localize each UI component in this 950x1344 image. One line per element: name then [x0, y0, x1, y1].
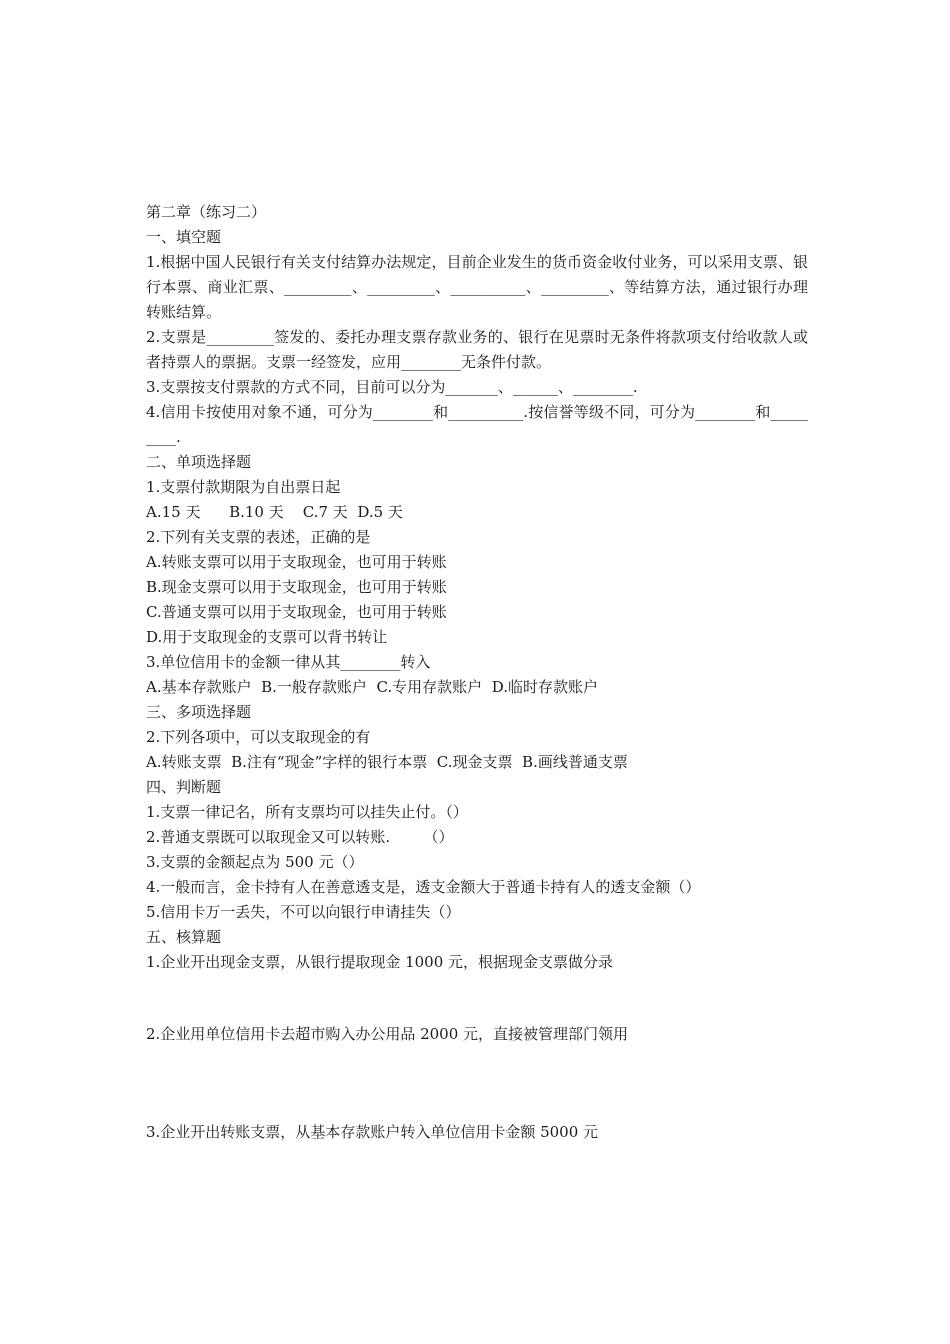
multi-question-line: A.转账支票 B.注有“现金”字样的银行本票 C.现金支票 B.画线普通支票 [146, 753, 628, 771]
judge-question-line: 2.普通支票既可以取现金又可以转账. （） [146, 828, 454, 846]
single-question-line: A.转账支票可以用于支取现金，也可用于转账 [146, 553, 447, 571]
judge-question-line: 3.支票的金额起点为 500 元（） [146, 853, 364, 871]
single-question-line: D.用于支取现金的支票可以背书转让 [146, 628, 388, 646]
single-question-line: 2.下列有关支票的表述，正确的是 [146, 528, 371, 546]
single-question-line: A.基本存款账户 B.一般存款账户 C.专用存款账户 D.临时存款账户 [146, 678, 598, 696]
section-heading-fill: 一、填空题 [146, 228, 222, 246]
section-heading-single: 二、单项选择题 [146, 453, 252, 471]
chapter-title: 第二章（练习二） [146, 203, 267, 221]
single-question-line: C.普通支票可以用于支取现金，也可用于转账 [146, 603, 447, 621]
single-question-line: 1.支票付款期限为自出票日起 [146, 478, 341, 496]
single-question-line: B.现金支票可以用于支取现金，也可用于转账 [146, 578, 447, 596]
single-question-line: 3.单位信用卡的金额一律从其________转入 [146, 653, 431, 671]
document-page [146, 200, 808, 1145]
answer-space [146, 1047, 808, 1120]
calc-question-3: 3.企业开出转账支票，从基本存款账户转入单位信用卡金额 5000 元 [146, 1123, 599, 1141]
judge-question-line: 5.信用卡万一丢失，不可以向银行申请挂失（） [146, 903, 461, 921]
section-heading-calc: 五、核算题 [146, 928, 222, 946]
fill-question-2: 2.支票是_________签发的、委托办理支票存款业务的、银行在见票时无条件将款项支付给收款人或者持票人的票据。支票一经签发，应用________无条件付款。 [146, 328, 808, 371]
multi-question-line: 2.下列各项中，可以支取现金的有 [146, 728, 371, 746]
fill-question-1: 1.根据中国人民银行有关支付结算办法规定，目前企业发生的货币资金收付业务，可以采用支票、银行本票、商业汇票、_________、_________、__________、_________、等结算方法，通过银行办理转账结算。 [146, 253, 808, 321]
fill-question-4: 4.信用卡按使用对象不通，可分为________和__________.按信誉等级不同，可分为________和_________. [146, 403, 808, 446]
judge-question-line: 1.支票一律记名，所有支票均可以挂失止付。（） [146, 803, 468, 821]
fill-question-3: 3.支票按支付票款的方式不同，目前可以分为_______、______、________. [146, 378, 638, 396]
section-heading-multi: 三、多项选择题 [146, 703, 252, 721]
calc-question-2: 2.企业用单位信用卡去超市购入办公用品 2000 元，直接被管理部门领用 [146, 1025, 629, 1043]
section-heading-judge: 四、判断题 [146, 778, 222, 796]
single-question-line: A.15 天 B.10 天 C.7 天 D.5 天 [146, 503, 403, 521]
judge-question-line: 4.一般而言，金卡持有人在善意透支是，透支金额大于普通卡持有人的透支金额（） [146, 878, 701, 896]
calc-question-1: 1.企业开出现金支票，从银行提取现金 1000 元，根据现金支票做分录 [146, 953, 614, 971]
answer-space [146, 975, 808, 1022]
